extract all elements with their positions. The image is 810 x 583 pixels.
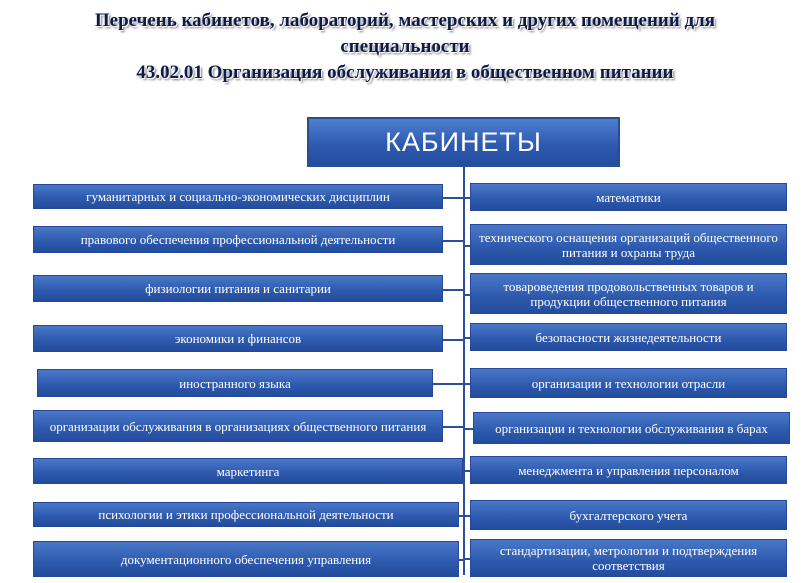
left-cabinet-box-9: документационного обеспечения управления [33, 541, 459, 577]
title-line-2: специальности [340, 36, 470, 57]
document-title [0, 8, 810, 86]
left-connector-3 [443, 289, 463, 291]
left-connector-6 [443, 426, 463, 428]
left-connector-4 [443, 339, 463, 341]
right-connector-9 [465, 558, 470, 560]
left-cabinet-box-1: гуманитарных и социально-экономических дисциплин [33, 184, 443, 209]
left-connector-5 [433, 383, 463, 385]
right-cabinet-box-3: товароведения продовольственных товаров и продукции общественного питания [470, 273, 787, 314]
right-cabinet-box-7: менеджмента и управления персоналом [470, 456, 787, 484]
right-cabinet-box-4: безопасности жизнедеятельности [470, 323, 787, 351]
right-connector-3 [465, 294, 470, 296]
left-cabinet-box-6: организации обслуживания в организациях общественного питания [33, 410, 443, 442]
title-line-1: Перечень кабинетов, лабораторий, мастерских и других помещений для [94, 10, 716, 31]
left-cabinet-box-3: физиологии питания и санитарии [33, 275, 443, 302]
right-connector-6 [465, 428, 473, 430]
right-connector-2 [465, 245, 470, 247]
right-cabinet-box-1: математики [470, 183, 787, 211]
title-line-3: 43.02.01 Организация обслуживания в общественном питании [136, 62, 674, 83]
left-cabinet-box-2: правового обеспечения профессиональной деятельности [33, 226, 443, 253]
right-cabinet-box-8: бухгалтерского учета [470, 500, 787, 530]
left-cabinet-box-5: иностранного языка [37, 369, 433, 397]
left-connector-8 [459, 515, 463, 517]
right-connector-8 [465, 515, 470, 517]
left-connector-2 [443, 240, 463, 242]
left-cabinet-box-7: маркетинга [33, 458, 463, 484]
diagram-trunk-line [463, 167, 465, 575]
right-cabinet-box-9: стандартизации, метрологии и подтверждения соответствия [470, 539, 787, 577]
left-connector-9 [459, 559, 463, 561]
right-cabinet-box-6: организации и технологии обслуживания в барах [473, 412, 790, 444]
left-cabinet-box-4: экономики и финансов [33, 325, 443, 352]
left-cabinet-box-8: психологии и этики профессиональной деятельности [33, 502, 459, 527]
right-connector-4 [465, 337, 470, 339]
right-cabinet-box-2: технического оснащения организаций общественного питания и охраны труда [470, 224, 787, 265]
left-connector-1 [443, 197, 463, 199]
right-connector-5 [465, 383, 470, 385]
right-connector-1 [465, 197, 470, 199]
right-cabinet-box-5: организации и технологии отрасли [470, 368, 787, 398]
right-connector-7 [465, 470, 470, 472]
cabinets-header-box: КАБИНЕТЫ [307, 117, 620, 167]
